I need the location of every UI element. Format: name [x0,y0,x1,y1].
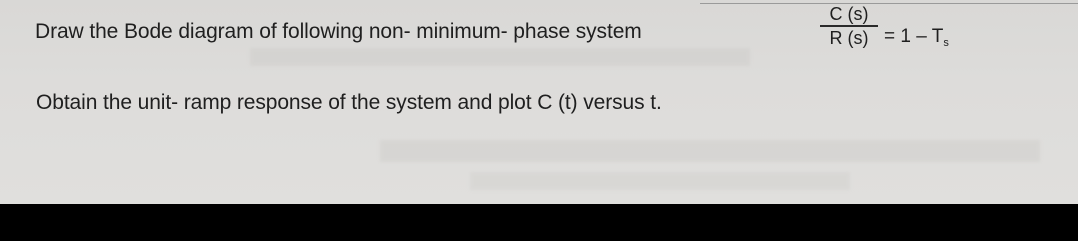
transfer-function-fraction [818,4,880,48]
question-line-2: Obtain the unit- ramp response of the system and plot C (t) versus t. [36,91,662,114]
rhs-main: = 1 – T [884,26,944,47]
question-line-1: Draw the Bode diagram of following non- minimum- phase system [35,20,642,43]
fraction-numerator: C (s) [829,4,869,24]
show-through-blur [250,48,750,66]
show-through-blur [380,140,1040,162]
show-through-blur [470,172,850,190]
fraction-bar [820,25,878,27]
transfer-function-rhs [884,26,949,49]
fraction-denominator: R (s) [829,28,869,48]
rhs-subscript: s [943,37,949,49]
page-top-rule [700,3,1078,4]
